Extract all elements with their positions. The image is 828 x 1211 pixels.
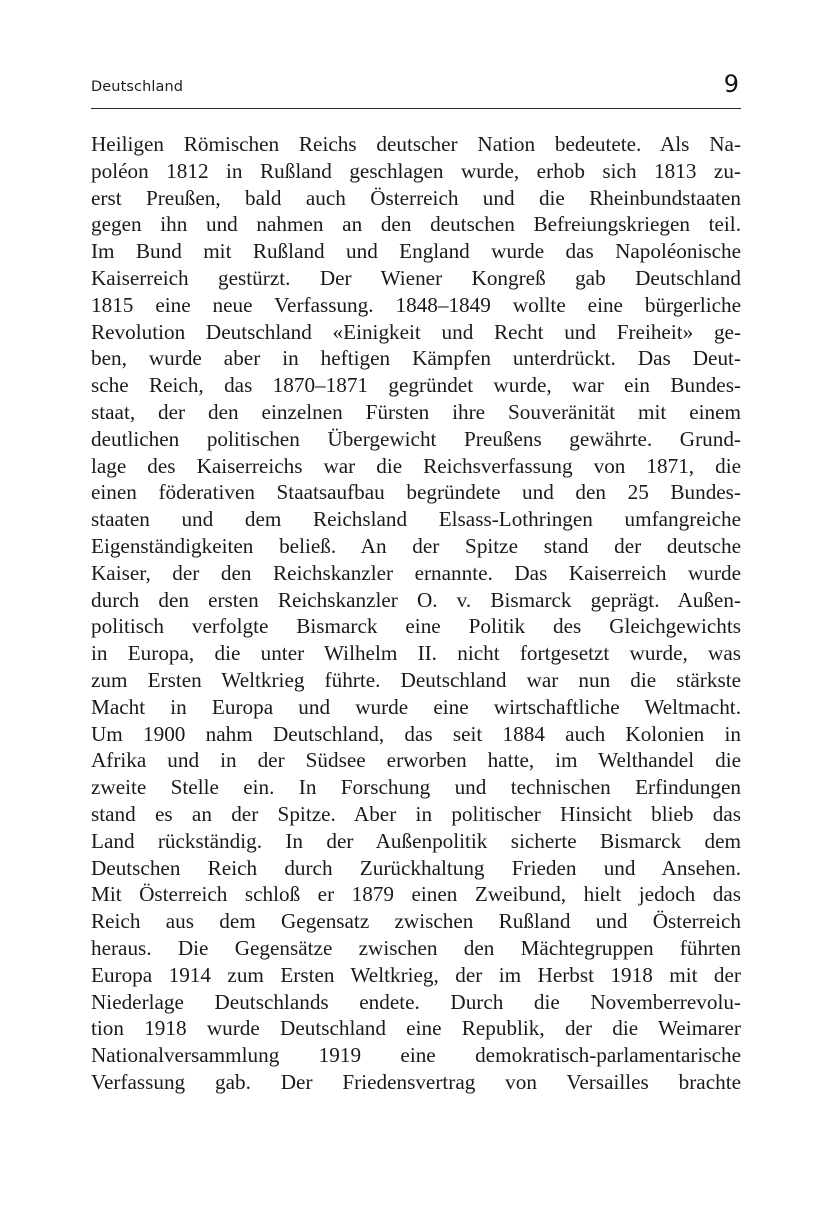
- text-line: einen föderativen Staatsaufbau begründete und den 25 Bundes-: [91, 480, 741, 505]
- text-line: 1815 eine neue Verfassung. 1848–1849 wollte eine bürgerliche: [91, 292, 741, 317]
- text-line: Europa 1914 zum Ersten Weltkrieg, der im Herbst 1918 mit der: [91, 962, 741, 987]
- text-line: stand es an der Spitze. Aber in politischer Hinsicht blieb das: [91, 801, 741, 826]
- text-line: Um 1900 nahm Deutschland, das seit 1884 auch Kolonien in: [91, 721, 741, 746]
- text-line: in Europa, die unter Wilhelm II. nicht fortgesetzt wurde, was: [91, 641, 741, 666]
- text-line: gegen ihn und nahmen an den deutschen Befreiungskriegen teil.: [91, 212, 741, 237]
- text-line: Kaiserreich gestürzt. Der Wiener Kongreß gab Deutschland: [91, 265, 741, 290]
- running-header: [91, 70, 741, 109]
- text-line: tion 1918 wurde Deutschland eine Republik, der die Weimarer: [91, 1016, 741, 1041]
- text-line: Nationalversammlung 1919 eine demokratisch-parlamentarische: [91, 1043, 741, 1068]
- text-line: Heiligen Römischen Reichs deutscher Nation bedeutete. Als Na-: [91, 132, 741, 156]
- text-line: sche Reich, das 1870–1871 gegründet wurde, war ein Bundes-: [91, 373, 741, 398]
- text-line: zum Ersten Weltkrieg führte. Deutschland war nun die stärkste: [91, 667, 741, 692]
- text-line: Reich aus dem Gegensatz zwischen Rußland und Österreich: [91, 909, 741, 934]
- text-line: Deutschen Reich durch Zurückhaltung Frieden und Ansehen.: [91, 855, 741, 880]
- text-line: Macht in Europa und wurde eine wirtschaftliche Weltmacht.: [91, 694, 741, 719]
- text-line: zweite Stelle ein. In Forschung und technischen Erfindungen: [91, 775, 741, 800]
- text-line: staat, der den einzelnen Fürsten ihre Souveränität mit einem: [91, 399, 741, 424]
- text-line: Mit Österreich schloß er 1879 einen Zweibund, hielt jedoch das: [91, 882, 741, 907]
- text-line: deutlichen politischen Übergewicht Preußens gewährte. Grund-: [91, 426, 741, 451]
- text-line: Niederlage Deutschlands endete. Durch die Novemberrevolu-: [91, 989, 741, 1014]
- text-line: Revolution Deutschland «Einigkeit und Recht und Freiheit» ge-: [91, 319, 741, 344]
- text-line: erst Preußen, bald auch Österreich und die Rheinbundstaaten: [91, 185, 741, 210]
- text-line: staaten und dem Reichsland Elsass-Lothringen umfangreiche: [91, 507, 741, 532]
- text-line: Eigenständigkeiten beließ. An der Spitze stand der deutsche: [91, 533, 741, 558]
- text-line: Verfassung gab. Der Friedensvertrag von Versailles brachte: [91, 1069, 741, 1094]
- text-line: Kaiser, der den Reichskanzler ernannte. Das Kaiserreich wurde: [91, 560, 741, 585]
- text-line: lage des Kaiserreichs war die Reichsverfassung von 1871, die: [91, 453, 741, 478]
- page-number: 9: [723, 70, 739, 98]
- text-line: Land rückständig. In der Außenpolitik sicherte Bismarck dem: [91, 828, 741, 853]
- text-line: ben, wurde aber in heftigen Kämpfen unterdrückt. Das Deut-: [91, 346, 741, 371]
- text-line: heraus. Die Gegensätze zwischen den Mächtegruppen führten: [91, 935, 741, 960]
- text-line: durch den ersten Reichskanzler O. v. Bismarck geprägt. Außen-: [91, 587, 741, 612]
- text-line: Afrika und in der Südsee erworben hatte, im Welthandel die: [91, 748, 741, 773]
- running-title: Deutschland: [91, 79, 184, 95]
- text-line: Im Bund mit Rußland und England wurde das Napoléonische: [91, 239, 741, 264]
- text-line: politisch verfolgte Bismarck eine Politik des Gleichgewichts: [91, 614, 741, 639]
- text-line: poléon 1812 in Rußland geschlagen wurde, erhob sich 1813 zu-: [91, 158, 741, 183]
- body-text: [91, 131, 741, 1096]
